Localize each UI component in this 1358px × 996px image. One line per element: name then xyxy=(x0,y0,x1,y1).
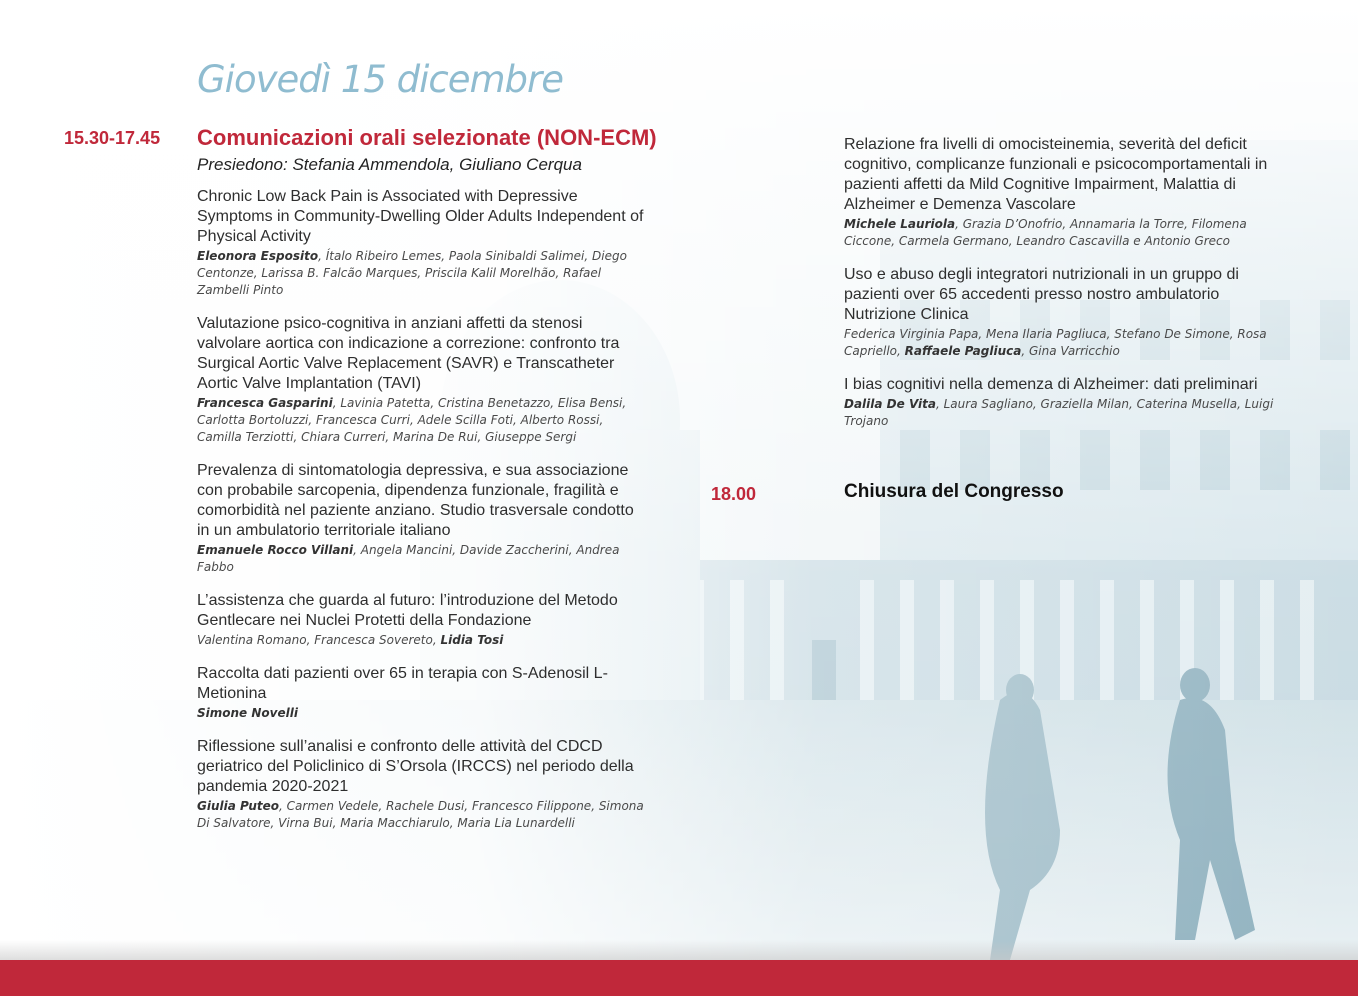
item-title: Raccolta dati pazienti over 65 in terapia con S-Adenosil L-Metionina xyxy=(197,665,608,702)
program-item xyxy=(197,664,647,722)
coauthors: , Gina Varricchio xyxy=(1021,344,1120,358)
item-title: Riflessione sull’analisi e confronto delle attività del CDCD geriatrico del Policlinico di S’Orsola (IRCCS) nel periodo della pandemia 2020-2021 xyxy=(197,738,634,795)
item-title: Relazione fra livelli di omocisteinemia, severità del deficit cognitivo, complicanze funzionali e psicocomportamentali in pazienti affetti da Mild Cognitive Impairment, Malattia di Alzheimer e Demenza Vascolare xyxy=(844,136,1268,213)
item-title: Valutazione psico-cognitiva in anziani affetti da stenosi valvolare aortica con indicazione a correzione: confronto tra Surgical Aortic Valve Replacement (SAVR) e Transcatheter Aortic Valve Implantation (TAVI) xyxy=(197,315,620,392)
item-authors xyxy=(844,396,1284,430)
coauthors-before: Valentina Romano, Francesca Sovereto, xyxy=(197,633,441,647)
session-chairs: Presiedono: Stefania Ammendola, Giuliano Cerqua xyxy=(197,155,582,174)
closing-title: Chiusura del Congresso xyxy=(844,481,1064,502)
program-item xyxy=(197,591,647,649)
left-column xyxy=(197,187,647,847)
presenter-name: Simone Novelli xyxy=(197,706,298,720)
item-title: I bias cognitivi nella demenza di Alzheimer: dati preliminari xyxy=(844,376,1258,393)
coauthors: , Angela Mancini, Davide Zaccherini, Andrea Fabbo xyxy=(197,543,620,574)
program-item xyxy=(197,461,647,576)
right-column xyxy=(844,135,1284,445)
presenter-name: Michele Lauriola xyxy=(844,217,956,231)
presenter-name: Dalila De Vita xyxy=(844,397,936,411)
session-title: Comunicazioni orali selezionate (NON-ECM) xyxy=(197,125,657,150)
presenter-name: Giulia Puteo xyxy=(197,799,280,813)
item-authors xyxy=(197,542,647,576)
presenter-name: Lidia Tosi xyxy=(440,633,504,647)
item-authors xyxy=(197,395,647,446)
item-title: L’assistenza che guarda al futuro: l’introduzione del Metodo Gentlecare nei Nuclei Protetti della Fondazione xyxy=(197,592,618,629)
item-title: Uso e abuso degli integratori nutrizionali in un gruppo di pazienti over 65 accedenti presso nostro ambulatorio Nutrizione Clinica xyxy=(844,266,1239,323)
presenter-name: Eleonora Esposito xyxy=(197,249,319,263)
item-title: Chronic Low Back Pain is Associated with Depressive Symptoms in Community-Dwelling Older Adults Independent of Physical Activity xyxy=(197,188,644,245)
program-item xyxy=(844,265,1284,360)
program-item xyxy=(197,737,647,832)
coauthors-before: Federica Virginia Papa, Mena Ilaria Pagliuca, Stefano De Simone, Rosa Capriello, xyxy=(844,327,1267,358)
item-authors xyxy=(197,798,647,832)
presenter-name: Raffaele Pagliuca xyxy=(904,344,1022,358)
item-authors xyxy=(197,248,647,299)
item-authors xyxy=(197,705,647,722)
program-item xyxy=(197,187,647,299)
bottom-shadow xyxy=(0,940,1358,960)
coauthors: , Laura Sagliano, Graziella Milan, Caterina Musella, Luigi Trojano xyxy=(844,397,1274,428)
presenter-name: Emanuele Rocco Villani xyxy=(197,543,354,557)
item-title: Prevalenza di sintomatologia depressiva, e sua associazione con probabile sarcopenia, dipendenza funzionale, fragilità e comorbidità nel paziente anziano. Studio trasversale condotto in un ambulatorio territoriale italiano xyxy=(197,462,634,539)
item-authors xyxy=(844,216,1284,250)
coauthors: , Ítalo Ribeiro Lemes, Paola Sinibaldi Salimei, Diego Centonze, Larissa B. Falcão Marques, Priscila Kalil Morelhão, Rafael Zambelli Pinto xyxy=(197,249,627,297)
presenter-name: Francesca Gasparini xyxy=(197,396,333,410)
coauthors: , Carmen Vedele, Rachele Dusi, Francesco Filippone, Simona Di Salvatore, Virna Bui, Maria Macchiarulo, Maria Lia Lunardelli xyxy=(197,799,644,830)
session-time: 15.30-17.45 xyxy=(64,128,161,148)
coauthors: , Grazia D’Onofrio, Annamaria la Torre, Filomena Ciccone, Carmela Germano, Leandro Cascavilla e Antonio Greco xyxy=(844,217,1247,248)
program-item xyxy=(844,375,1284,430)
program-item xyxy=(197,314,647,446)
closing-time: 18.00 xyxy=(711,484,757,504)
item-authors xyxy=(844,326,1284,360)
item-authors xyxy=(197,632,647,649)
bottom-red-bar xyxy=(0,960,1358,996)
program-item xyxy=(844,135,1284,250)
coauthors: , Lavinia Patetta, Cristina Benetazzo, Elisa Bensi, Carlotta Bortoluzzi, Francesca Curri, Adele Scilla Foti, Alberto Rossi, Camilla Terziotti, Chiara Curreri, Marina De Rui, Giuseppe Sergi xyxy=(197,396,627,444)
day-title: Giovedì 15 dicembre xyxy=(197,58,563,101)
